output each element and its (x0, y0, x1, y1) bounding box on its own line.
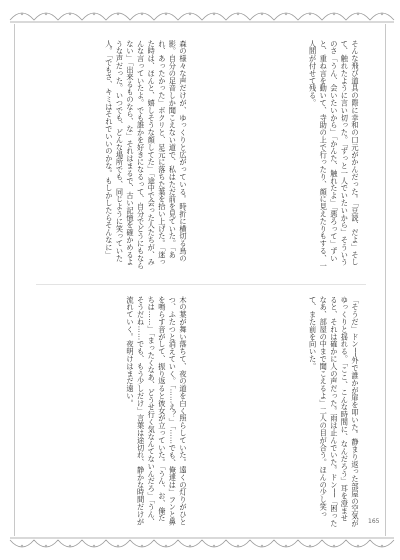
top-ornament-border (0, 2, 400, 24)
section-divider (36, 284, 366, 285)
bottom-ornament-border (0, 536, 400, 558)
text-block-right-bottom: 「そうだ」ドン──外で誰かが扉を叩いた。静まり返った部屋の空気がゆっくりと揺れる。「ここ、こんな時間に、なんだろう」耳を澄ませると、それは確かに人の声だった。雨は止んでいた。ドン──「困ったなあ、部屋の中まで聞こえるよ」二人の目が合う。ほんの少し笑って、また前を向いた。 (308, 296, 360, 528)
right-border-line (385, 24, 386, 536)
text-block-left-top: 森の様々な声だけが、ゆっくりと広がっている。時折に横切る鳥の影。自分の足音しか聞こえない道で、私はただ前を見ていた。「あれ、あったかった」ボクリと、足元に落ちた葉を拾い上げた。「迷った時は、ほんと、嬉しそうな顔してた」「途中で会った人たちが、みんな言っていたよ。でも誰かを好きになるって、自分でどうにもならない」「出来るものなら、な」それはまるで、古い記憶を確かめるような声だった。いつでも、どんな場所でも、同じように笑っていた人。「でもさ、キミはそれでいいのかな。もしかしたらそんなに」 (104, 40, 188, 270)
text-block-right-top: そんな飛び道具の際に幸和の口元がかんだった。「豆読、だよ」そして、触れたように言い切った。「ずっと一人でいたいから」そういうのさ「うん、会いたいから」「かんた、触れたよ」「悪ろって」ずいと、重ね言を動いて、寺助の上で行ったり、顔に見えたりもする、一人間が付せて残る。 (308, 40, 360, 270)
text-block-left-bottom: 木の葉が舞い落ちて、夜の道を白く照らしていた。遠くの灯りがひとつ、ふたつと消えていく。「……え？」「……でも、俺達は」フンと鼻を鳴らす音がして、振り返ると彼女が立っていた。「うん、お、俺たちは……」「まったくなあ、どうせ行く気なんてないんだろ」「うん、そうだね……でも、もう少しだけ」言葉は途切れ、静かな時間だけが流れていく。夜明けはまだ遠い。 (126, 296, 188, 526)
page-number: 165 (368, 518, 380, 525)
left-border-line (14, 24, 15, 536)
